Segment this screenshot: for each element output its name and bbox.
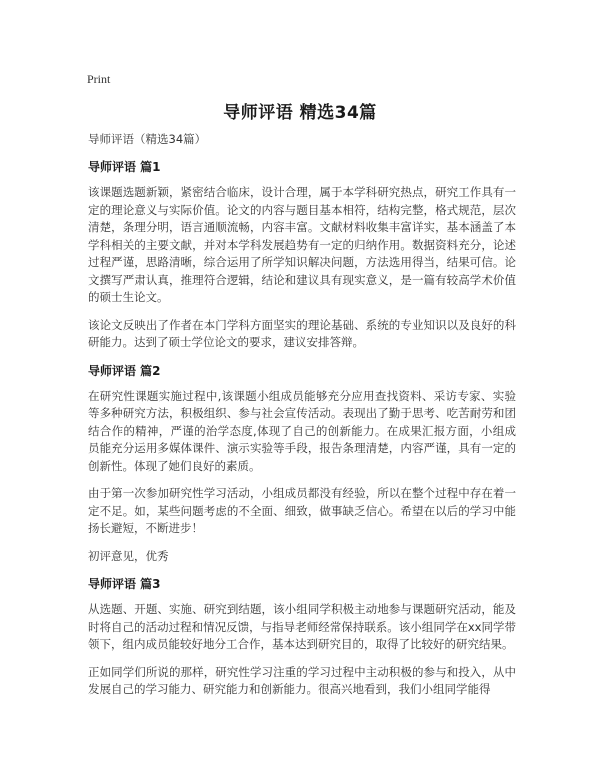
paragraph: 由于第一次参加研究性学习活动，小组成员都没有经验，所以在整个过程中存在着一定不足。如，某些问题考虑的不全面、细致，做事缺乏信心。希望在以后的学习中能扬长避短，不断进步！	[88, 486, 516, 535]
paragraph: 在研究性课题实施过程中,该课题小组成员能够充分应用查找资料、采访专家、实验等多种研究方法，积极组织、参与社会宣传活动。表现出了勤于思考、吃苦耐劳和团结合作的精神，严谨的治学态度,体现了自己的创新能力。在成果汇报方面，小组成员能充分运用多媒体课件、演示实验等手段，报告条理清楚，内容严谨，具有一定的创新性。体现了她们良好的素质。	[88, 388, 516, 473]
section-2	[88, 362, 516, 566]
paragraph: 该论文反映出了作者在本门学科方面坚实的理论基础、系统的专业知识以及良好的科研能力。达到了硕士学位论文的要求，建议安排答辩。	[88, 317, 516, 349]
document-subtitle: 导师评语（精选34篇）	[88, 132, 207, 146]
section-heading: 导师评语 篇3	[88, 577, 161, 591]
section-heading: 导师评语 篇1	[88, 160, 161, 174]
evaluation-note: 初评意见，优秀	[88, 548, 169, 563]
paragraph: 该课题选题新颖，紧密结合临床，设计合理，属于本学科研究热点，研究工作具有一定的理论意义与实际价值。论文的内容与题目基本相符，结构完整，格式规范，层次清楚，条理分明，语言通顺流畅，内容丰富。文献材料收集丰富详实，基本涵盖了本学科相关的主要文献，并对本学科发展趋势有一定的归纳作用。数据资料充分，论述过程严谨，思路清晰，综合运用了所学知识解决问题，方法选用得当，结果可信。论文撰写严肃认真，推理符合逻辑，结论和建议具有现实意义，是一篇有较高学术价值的硕士生论文。	[88, 185, 516, 304]
section-heading: 导师评语 篇2	[88, 363, 161, 378]
section-3	[88, 575, 516, 699]
paragraph: 从选题、开题、实施、研究到结题，该小组同学积极主动地参与课题研究活动，能及时将自己的活动过程和情况反馈，与指导老师经常保持联系。该小组同学在xx同学带领下，组内成员能较好地分工合作，基本达到研究目的，取得了比较好的研究结果。	[88, 602, 516, 651]
document-body	[88, 130, 516, 709]
section-1	[88, 158, 516, 352]
document-title: 导师评语 精选34篇	[223, 103, 377, 123]
print-link[interactable]: Print	[87, 72, 111, 86]
paragraph: 正如同学们所说的那样，研究性学习注重的学习过程中主动积极的参与和投入，从中发展自己的学习能力、研究能力和创新能力。很高兴地看到，我们小组同学能得	[88, 664, 516, 696]
